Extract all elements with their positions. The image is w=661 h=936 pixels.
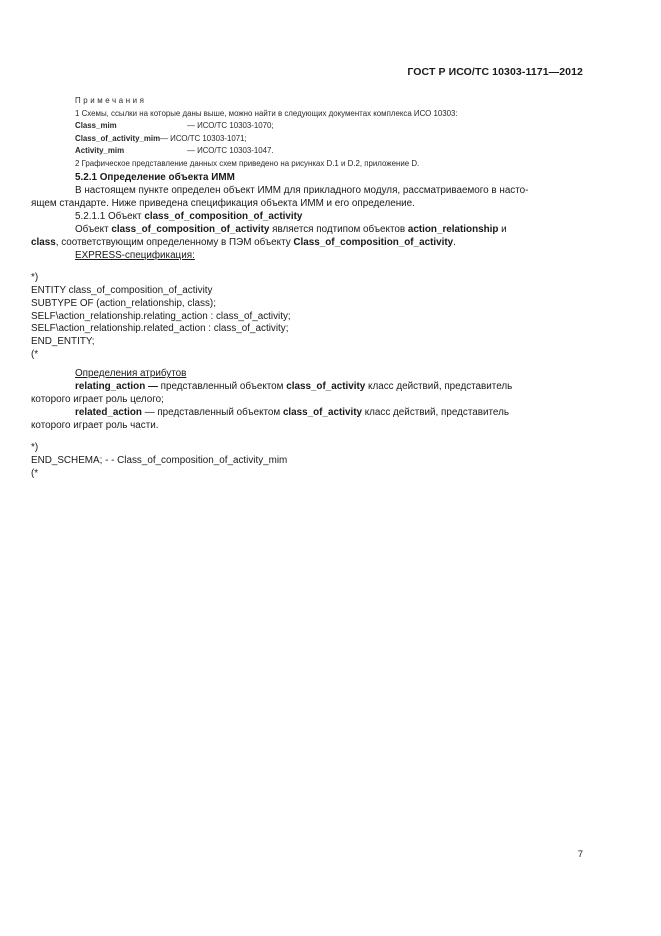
section-heading: 5.2.1 Определение объекта ИММ bbox=[75, 172, 235, 183]
attribute-definition bbox=[31, 407, 583, 420]
attr-text: — представленный объектом bbox=[141, 407, 283, 419]
code-line: SELF\action_relationship.related_action : class_of_activity; bbox=[31, 323, 289, 335]
entity-description bbox=[31, 224, 583, 237]
schema-ref-row bbox=[75, 133, 595, 146]
subsection-number: 5.2.1.1 Объект bbox=[75, 210, 145, 222]
schema-name: Activity_mim bbox=[75, 146, 125, 156]
desc-text: Объект bbox=[75, 223, 112, 235]
subsection-heading bbox=[31, 211, 583, 224]
desc-entity: class_of_composition_of_activity bbox=[111, 223, 270, 235]
code-line: (* bbox=[31, 349, 39, 361]
desc-text: . bbox=[453, 236, 456, 248]
notes-title: Примечания bbox=[75, 96, 147, 105]
attribute-name: relating_action — bbox=[75, 381, 158, 393]
note-2: 2 Графическое представление данных схем приведено на рисунках D.1 и D.2, приложение D. bbox=[75, 158, 420, 168]
schema-ref: — ИСО/ТС 10303-1047. bbox=[187, 146, 274, 156]
subsection-entity: class_of_composition_of_activity bbox=[144, 210, 303, 222]
document-header: ГОСТ Р ИСО/ТС 10303-1171—2012 bbox=[407, 66, 583, 78]
attribute-definition-cont: которого играет роль части. bbox=[31, 420, 159, 432]
desc-text: , соответствующим определенному в ПЭМ объекту bbox=[55, 236, 294, 248]
express-spec-label bbox=[31, 250, 583, 263]
express-label-text: EXPRESS-спецификация: bbox=[75, 249, 195, 261]
attribute-definition bbox=[31, 381, 583, 394]
desc-entity: Class_of_composition_of_activity bbox=[293, 236, 454, 248]
schema-name: Class_mim bbox=[75, 121, 117, 131]
schema-ref-row bbox=[75, 120, 595, 133]
attributes-label bbox=[31, 368, 583, 381]
schema-name: Class_of_activity_mim bbox=[75, 133, 161, 143]
express-code bbox=[31, 272, 583, 363]
attr-entity: class_of_activity bbox=[282, 407, 362, 419]
attr-text: класс действий, представитель bbox=[365, 381, 513, 393]
code-line: SUBTYPE OF (action_relationship, class); bbox=[31, 297, 216, 309]
attr-text: представленный объектом bbox=[157, 381, 287, 393]
schema-ref-row bbox=[75, 145, 595, 158]
notes-block bbox=[75, 95, 595, 171]
code-line: END_SCHEMA; - - Class_of_composition_of_activity_mim bbox=[31, 455, 288, 467]
entity-description-cont bbox=[31, 237, 583, 250]
desc-text: является подтипом объектов bbox=[269, 223, 408, 235]
desc-entity: class bbox=[31, 236, 56, 248]
attr-text: класс действий, представитель bbox=[362, 407, 510, 419]
schema-ref: — ИСО/ТС 10303-1070; bbox=[187, 121, 274, 131]
main-content bbox=[31, 172, 583, 481]
code-line: *) bbox=[31, 271, 39, 283]
attribute-name: related_action bbox=[75, 407, 142, 419]
attributes-label-text: Определения атрибутов bbox=[75, 368, 187, 380]
code-line: *) bbox=[31, 442, 39, 454]
code-line: SELF\action_relationship.relating_action : class_of_activity; bbox=[31, 310, 291, 322]
code-line: (* bbox=[31, 468, 39, 480]
desc-text: и bbox=[498, 223, 507, 235]
desc-entity: action_relationship bbox=[407, 223, 499, 235]
attribute-definition-cont: которого играет роль целого; bbox=[31, 394, 164, 406]
code-line: ENTITY class_of_composition_of_activity bbox=[31, 284, 213, 296]
schema-ref: — ИСО/ТС 10303-1071; bbox=[160, 133, 247, 143]
intro-line-2: ящем стандарте. Ниже приведена спецификация объекта ИММ и его определение. bbox=[31, 197, 415, 209]
attr-entity: class_of_activity bbox=[286, 381, 366, 393]
schema-end-code bbox=[31, 442, 583, 481]
intro-line-1: В настоящем пункте определен объект ИММ для прикладного модуля, рассматриваемого в насто- bbox=[75, 184, 529, 196]
page-number: 7 bbox=[577, 849, 583, 860]
code-line: END_ENTITY; bbox=[31, 336, 95, 348]
note-1: 1 Схемы, ссылки на которые даны выше, можно найти в следующих документах комплекса ИСО 10303: bbox=[75, 108, 458, 118]
